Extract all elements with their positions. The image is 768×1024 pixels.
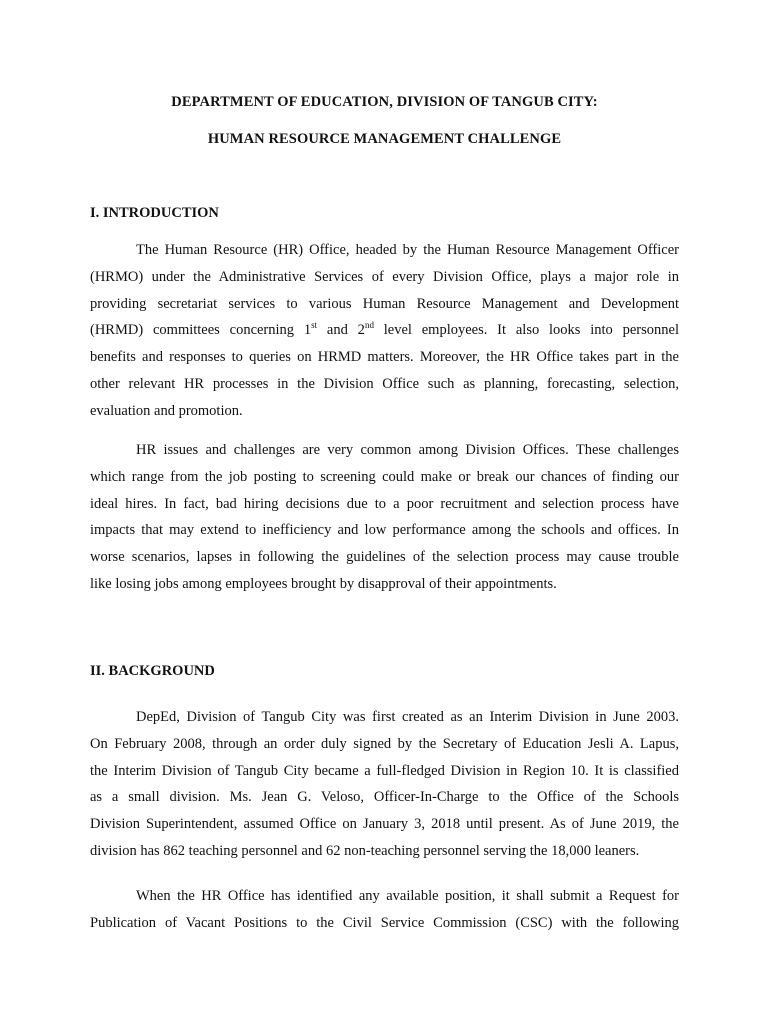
- paragraph-line: as a small division. Ms. Jean G. Veloso, Officer-In-Charge to the Office of the Schools: [90, 789, 679, 806]
- paragraph-line: worse scenarios, lapses in following the guidelines of the selection process may cause trouble: [90, 549, 679, 566]
- superscript-st: st: [311, 320, 318, 331]
- paragraph-line-with-superscripts: [90, 317, 679, 344]
- paragraph-line: DepEd, Division of Tangub City was first created as an Interim Division in June 2003.: [136, 709, 679, 725]
- text-fragment: (HRMD) committees concerning 1: [90, 322, 312, 339]
- paragraph-line: like losing jobs among employees brought by disapproval of their appointments.: [90, 575, 557, 592]
- paragraph-line: On February 2008, through an order duly signed by the Secretary of Education Jesli A. Lapus,: [90, 735, 679, 752]
- paragraph-line: (HRMO) under the Administrative Services of every Division Office, plays a major role in: [90, 268, 679, 285]
- paragraph-line: ideal hires. In fact, bad hiring decisions due to a poor recruitment and selection process have: [90, 495, 679, 512]
- section-heading-background: II. BACKGROUND: [90, 663, 215, 679]
- superscript-nd: nd: [364, 320, 374, 331]
- paragraph-line: division has 862 teaching personnel and 62 non-teaching personnel serving the 18,000 leaners.: [90, 842, 640, 859]
- paragraph-line: impacts that may extend to inefficiency and low performance among the schools and offices. In: [90, 522, 679, 539]
- text-fragment: level employees. It also looks into personnel: [373, 322, 679, 339]
- paragraph-line: Publication of Vacant Positions to the Civil Service Commission (CSC) with the following: [90, 914, 679, 931]
- paragraph-line: Division Superintendent, assumed Office on January 3, 2018 until present. As of June 2019, the: [90, 816, 679, 833]
- paragraph-line: The Human Resource (HR) Office, headed by the Human Resource Management Officer: [136, 242, 679, 258]
- section-heading-introduction: I. INTRODUCTION: [90, 205, 219, 221]
- paragraph-line: benefits and responses to queries on HRMD matters. Moreover, the HR Office takes part in the: [90, 349, 679, 366]
- document-title-line-2: HUMAN RESOURCE MANAGEMENT CHALLENGE: [207, 131, 562, 147]
- background-paragraph-2: [90, 883, 679, 937]
- introduction-paragraph-2: [90, 437, 679, 598]
- text-fragment: and 2: [317, 322, 365, 339]
- introduction-paragraph-1: [90, 237, 679, 425]
- background-paragraph-1: [90, 704, 679, 865]
- paragraph-line: HR issues and challenges are very common among Division Offices. These challenges: [136, 442, 679, 458]
- paragraph-line: other relevant HR processes in the Division Office such as planning, forecasting, selection,: [90, 375, 679, 392]
- paragraph-line: providing secretariat services to various Human Resource Management and Development: [90, 295, 679, 312]
- paragraph-line: When the HR Office has identified any available position, it shall submit a Request for: [136, 888, 679, 904]
- document-title-line-1: DEPARTMENT OF EDUCATION, DIVISION OF TANGUB CITY:: [171, 94, 598, 110]
- paragraph-line: evaluation and promotion.: [90, 402, 243, 419]
- document-page: [90, 0, 679, 1024]
- paragraph-line: the Interim Division of Tangub City became a full-fledged Division in Region 10. It is classified: [90, 762, 679, 779]
- paragraph-line: which range from the job posting to screening could make or break our chances of finding our: [90, 468, 679, 485]
